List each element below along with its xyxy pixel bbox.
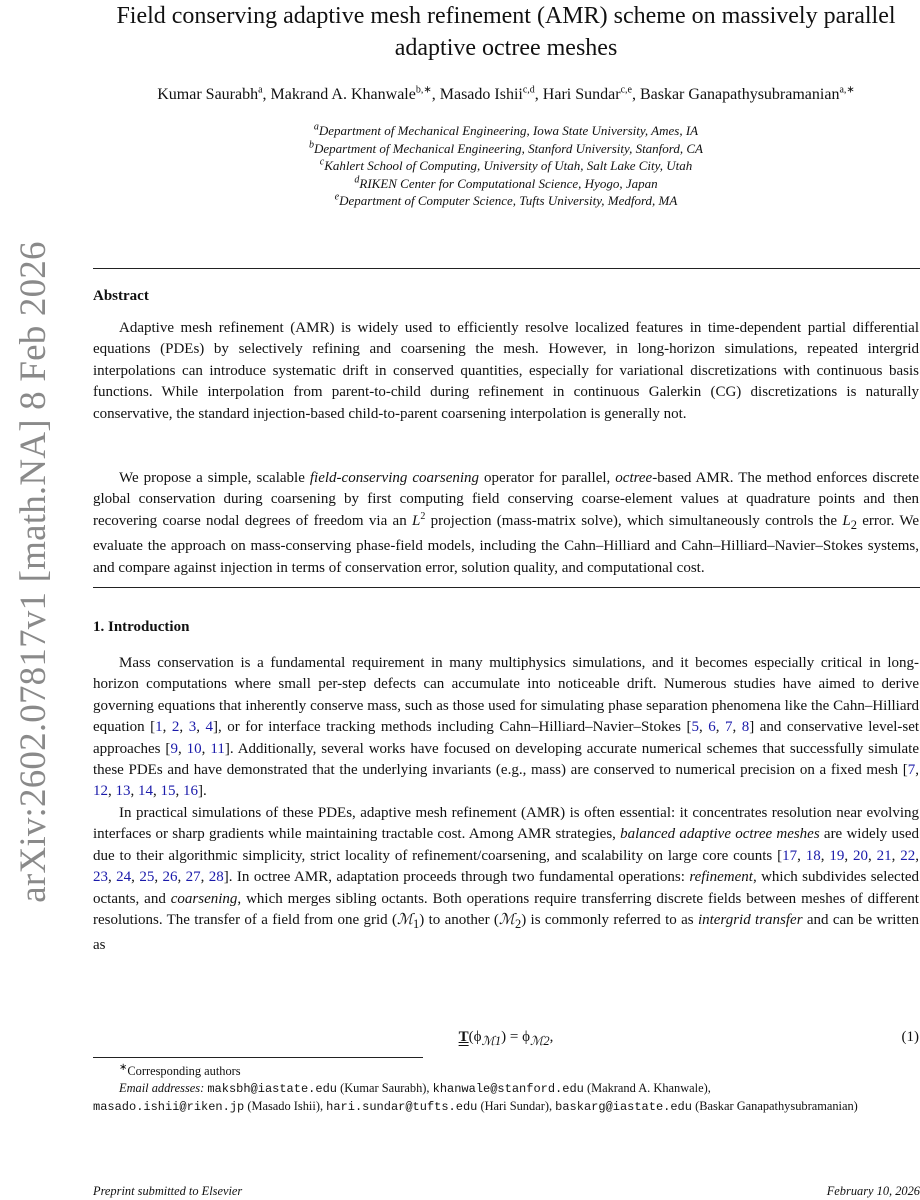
emphasis: octree (615, 470, 653, 486)
text-run: ) is commonly referred to as (521, 912, 698, 929)
affiliation-text: Department of Mechanical Engineering, Iowa State University, Ames, IA (318, 123, 699, 138)
text-run: We propose a simple, scalable (119, 470, 310, 486)
email-line-1 (93, 1080, 920, 1098)
title-line-1: Field conserving adaptive mesh refinement (AMR) scheme on massively parallel (116, 3, 896, 29)
equation-text: (ϕ (468, 1029, 482, 1045)
text-run: ], or for interface tracking methods including Cahn–Hilliard–Navier–Stokes [ (212, 719, 692, 736)
author-list: Kumar Saurabh$^a$, Makrand A. Khanwale$^{b,∗}$, Masado Ishii$^{c,d}$, Hari Sundar$^{c,e}$, Baskar Ganapathysubramanian$^{a,∗}$ (157, 84, 855, 103)
citation-link[interactable]: 11 (210, 740, 225, 757)
citation-link[interactable]: 3 (188, 719, 197, 736)
footer-date: February 10, 2026 (826, 1184, 920, 1198)
text-run: ) to another ( (419, 912, 499, 929)
citation-link[interactable]: 6 (708, 719, 716, 736)
emphasis: balanced adaptive octree meshes (620, 826, 820, 843)
citation-link[interactable]: 7 (907, 762, 916, 779)
text-run: , which merges sibling octants. Both operations require transferring discrete fields between meshes of different resolutions. The transfer of a field from one grid ( (93, 890, 919, 929)
equation-subscript: ℳ1 (481, 1034, 502, 1048)
text-run: and can be written as (93, 912, 919, 954)
affiliation-line (80, 157, 920, 175)
emphasis: intergrid transfer (697, 912, 803, 929)
citation-link[interactable]: 22 (900, 847, 916, 864)
transfer-operator: T (458, 1029, 469, 1045)
text-run: -based AMR. The method enforces discrete global conservation during coarsening by first computing field conserving coarse-element values at quadrature points and then recovering coarse nodal degrees of freedom via an (93, 470, 919, 529)
affiliation-mark: e (334, 192, 340, 204)
affiliation-line (80, 122, 920, 140)
affiliation-text: Department of Computer Science, Tufts University, Medford, MA (339, 193, 678, 209)
text-run: Mass conservation is a fundamental requirement in many multiphysics simulations, and it becomes especially critical in long-horizon computations where small per-step defects can accumulate into noticeable drift. Numerous studies have aimed to derive governing equations that inherently conserve mass, such as those used for simulating phase separation phenomena like the Cahn–Hilliard equation [ (93, 655, 919, 736)
citation-link[interactable]: 24 (116, 869, 132, 886)
citation-link[interactable]: 17 (782, 847, 798, 864)
text-run: are widely used due to their algorithmic simplicity, strict locality of refinement/coarsening, and scalability on large core counts [ (93, 826, 919, 864)
author-name: Baskar Ganapathysubramanian (639, 86, 840, 103)
abstract-bottom-rule (93, 587, 920, 588)
text-run: ]. In octree AMR, adaptation proceeds through two fundamental operations: (223, 869, 690, 886)
footnote-text: Corresponding authors (127, 1064, 241, 1078)
footer-left: Preprint submitted to Elsevier (93, 1184, 243, 1198)
text-run: In practical simulations of these PDEs, adaptive mesh refinement (AMR) is often essential: it concentrates resolution near evolving interfaces or sharp gradients while maintaining tractable cost. Among AMR strategies, (93, 805, 919, 843)
citation-link[interactable]: 10 (186, 740, 202, 757)
abstract-top-rule (93, 268, 920, 269)
footnote-text: (Hari Sundar), (477, 1099, 556, 1113)
text-run: projection (mass-matrix solve), which simultaneously controls the (425, 512, 843, 529)
equation-body (93, 1029, 919, 1049)
abstract-paragraph-1: Adaptive mesh refinement (AMR) is widely used to efficiently resolve localized features in time-dependent partial differential equations (PDEs) by selectively refining and coarsening the mesh. However, in long-horizon simulations, repeated intergrid interpolations can introduce systematic drift in conserved quantities, especially for variational discretizations with continuous basis functions. While interpolation from parent-to-child during refinement in continuous Galerkin (CG) discretizations is naturally conservative, the standard injection-based child-to-parent coarsening interpolation is generally not. (93, 320, 919, 422)
math-symbol: ℳ (498, 912, 515, 929)
citation-link[interactable]: 23 (93, 869, 108, 886)
citation-link[interactable]: 5 (691, 719, 699, 736)
math-subscript: 2 (514, 917, 522, 932)
footnote-rule (93, 1057, 423, 1058)
abstract-heading: Abstract (93, 288, 149, 304)
affiliation-line (80, 140, 920, 158)
affiliation-mark: a (313, 121, 319, 133)
title-line-2: adaptive octree meshes (394, 35, 618, 61)
equation-number: (1) (901, 1029, 919, 1045)
citation-link[interactable]: 15 (160, 783, 176, 800)
email-label: Email addresses: (119, 1081, 205, 1095)
author-affiliation-mark: c,d (522, 84, 535, 96)
author-name: Hari Sundar (542, 86, 621, 103)
footnote-mark: ∗ (119, 1061, 128, 1073)
abstract-paragraph-2 (93, 468, 919, 579)
citation-link[interactable]: 21 (876, 847, 892, 864)
email-link[interactable]: baskarg@iastate.edu (555, 1100, 692, 1114)
math-subscript: 2 (850, 517, 857, 532)
citation-link[interactable]: 25 (139, 869, 155, 886)
affiliation-list (80, 122, 920, 210)
citation-link[interactable]: 7 (725, 719, 733, 736)
citation-link[interactable]: 26 (162, 869, 178, 886)
citation-link[interactable]: 13 (115, 783, 131, 800)
citation-link[interactable]: 9 (170, 740, 178, 757)
affiliation-mark: b (309, 139, 314, 151)
affiliation-text: Department of Mechanical Engineering, Stanford University, Stanford, CA (314, 140, 703, 156)
author-affiliation-mark: a (258, 84, 263, 96)
equation-1 (93, 1029, 919, 1051)
email-link[interactable]: hari.sundar@tufts.edu (326, 1100, 478, 1114)
emphasis: field-conserving coarsening (309, 470, 480, 486)
citation-link[interactable]: 1 (155, 719, 163, 736)
email-link[interactable]: khanwale@stanford.edu (432, 1082, 584, 1096)
affiliation-line (80, 175, 920, 193)
citation-link[interactable]: 19 (829, 847, 845, 864)
math-subscript: 1 (413, 917, 420, 932)
author-affiliation-mark: a,∗ (839, 84, 855, 96)
math-symbol: ℳ (396, 912, 414, 929)
citation-link[interactable]: 28 (208, 869, 224, 886)
page-footer (93, 1184, 920, 1199)
citation-link[interactable]: 14 (138, 783, 153, 800)
email-line-2 (93, 1098, 920, 1116)
equation-text: ) = ϕ (501, 1029, 530, 1045)
footnotes (93, 1063, 920, 1116)
text-run: operator for parallel, (479, 470, 616, 486)
author-name: Kumar Saurabh (157, 86, 259, 103)
footnote-text: (Masado Ishii), (244, 1099, 327, 1113)
text-run: ]. Additionally, several works have focused on developing accurate numerical schemes that successfully simulate these PDEs and have demonstrated that the underlying invariants (e.g., mass) are conserved to numerical precision on a fixed mesh [ (93, 740, 919, 779)
citation-link[interactable]: 16 (183, 783, 198, 800)
text-run: error. We evaluate the approach on mass-conserving phase-field models, including the Cahn–Hilliard and Cahn–Hilliard–Navier–Stokes systems, and compare against injection in terms of conservation error, solution quality, and computational cost. (93, 512, 919, 576)
footnote-text: (Baskar Ganapathysubramanian) (691, 1099, 858, 1113)
paper-title (80, 0, 920, 64)
equation-subscript: ℳ2 (530, 1034, 550, 1048)
text-run: ]. (198, 783, 207, 800)
affiliation-mark: c (319, 156, 325, 168)
citation-link[interactable]: 8 (741, 719, 750, 736)
equation-text: , (549, 1029, 554, 1045)
emphasis: refinement (689, 869, 753, 886)
corresponding-note (93, 1063, 920, 1080)
introduction-heading: 1. Introduction (93, 619, 190, 635)
math-symbol: L (842, 512, 851, 529)
citation-link[interactable]: 2 (171, 719, 180, 736)
emphasis: coarsening (170, 890, 238, 907)
footnote-text: (Kumar Saurabh), (336, 1081, 433, 1095)
citation-link[interactable]: 20 (853, 847, 869, 864)
email-link[interactable]: maksbh@iastate.edu (207, 1082, 337, 1096)
text-run: ] and conservative level-set approaches [ (93, 719, 920, 757)
citation-link[interactable]: 27 (185, 869, 201, 886)
text-run: , which subdivides selected octants, and (93, 869, 920, 907)
citation-link[interactable]: 12 (93, 783, 108, 800)
author-affiliation-mark: b,∗ (415, 84, 432, 96)
arxiv-identifier-stamp: arXiv:2602.07817v1 [math.NA] 8 Feb 2026 (13, 241, 54, 903)
author-affiliation-mark: c,e (620, 84, 632, 96)
affiliation-text: RIKEN Center for Computational Science, Hyogo, Japan (359, 175, 658, 191)
affiliation-text: Kahlert School of Computing, University of Utah, Salt Lake City, Utah (324, 158, 693, 174)
footnote-text: (Makrand A. Khanwale), (583, 1081, 711, 1095)
email-link[interactable]: masado.ishii@riken.jp (93, 1100, 245, 1114)
author-name: Makrand A. Khanwale (270, 86, 416, 103)
affiliation-line (80, 192, 920, 210)
author-name: Masado Ishii (439, 86, 523, 103)
introduction-paragraph-2: In practical simulations of these PDEs, adaptive mesh refinement (AMR) is often essential: it concentrates resolution near evolving interfaces or sharp gradients while maintaining tractable cost. Among AMR strategies, balanced adaptive octree meshes are widely used due to their algorithmic simplicity, strict locality of refinement/coarsening, and scalability on large core counts [17, 18, 19, 20, 21, 22, 23, 24, 25, 26, 27, 28]. In octree AMR, adaptation proceeds through two fundamental operations: refinement, which subdivides selected octants, and coarsening, which merges sibling octants. Both operations require transferring discrete fields between meshes of different resolutions. The transfer of a field from one grid (ℳ$_1$) to another (ℳ$_2$) is commonly referred to as intergrid transfer and can be written as (93, 805, 920, 954)
math-symbol: L (412, 512, 421, 529)
affiliation-mark: d (354, 174, 360, 186)
introduction-paragraph-1: Mass conservation is a fundamental requirement in many multiphysics simulations, and it becomes especially critical in long-horizon computations where small per-step defects can accumulate into noticeable drift. Numerous studies have aimed to derive governing equations that inherently conserve mass, such as those used for simulating phase separation phenomena like the Cahn–Hilliard equation [1, 2, 3, 4], or for interface tracking methods including Cahn–Hilliard–Navier–Stokes [5, 6, 7, 8] and conservative level-set approaches [9, 10, 11]. Additionally, several works have focused on developing accurate numerical schemes that successfully simulate these PDEs and have demonstrated that the underlying invariants (e.g., mass) are conserved to numerical precision on a fixed mesh [7, 12, 13, 14, 15, 16]. (93, 655, 920, 800)
citation-link[interactable]: 4 (205, 719, 213, 736)
citation-link[interactable]: 18 (805, 847, 821, 864)
math-superscript: 2 (420, 510, 426, 522)
